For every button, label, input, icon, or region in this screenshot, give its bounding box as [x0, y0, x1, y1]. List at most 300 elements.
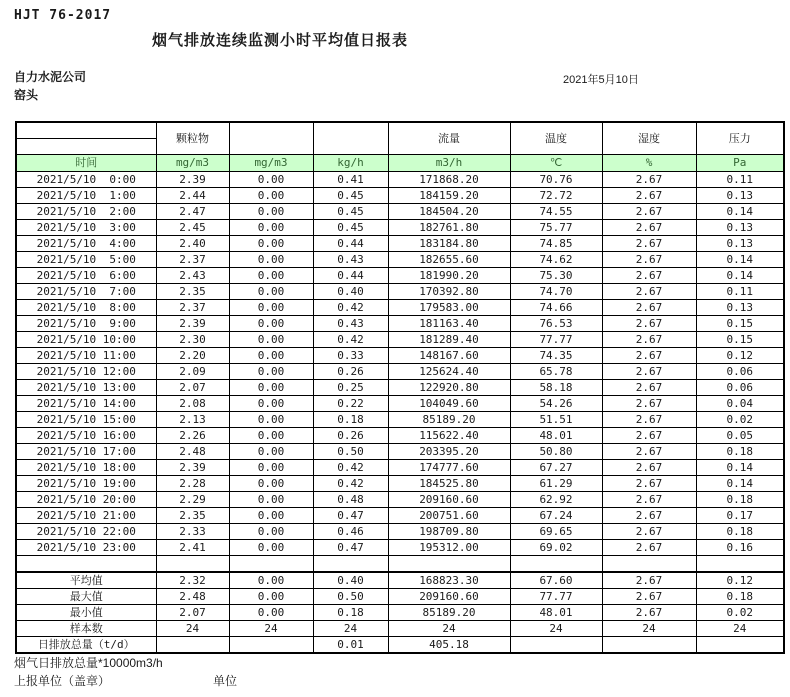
time-cell: 2021/5/10 8:00 [16, 300, 156, 316]
time-cell: 2021/5/10 2:00 [16, 204, 156, 220]
table-row [16, 332, 784, 348]
spacer-cell [388, 556, 510, 573]
summary-label-cell: 最小值 [16, 605, 156, 621]
value-cell: 0.00 [229, 460, 313, 476]
time-cell: 2021/5/10 6:00 [16, 268, 156, 284]
value-cell: 0.00 [229, 380, 313, 396]
table-row [16, 476, 784, 492]
value-cell: 0.13 [696, 188, 784, 204]
time-cell: 2021/5/10 1:00 [16, 188, 156, 204]
value-cell: 0.26 [313, 428, 388, 444]
time-cell: 2021/5/10 20:00 [16, 492, 156, 508]
value-cell: 182655.60 [388, 252, 510, 268]
unit-label: 单位 [213, 674, 238, 688]
header-row-top [16, 122, 784, 139]
time-cell: 2021/5/10 17:00 [16, 444, 156, 460]
value-cell: 0.11 [696, 284, 784, 300]
value-cell: 125624.40 [388, 364, 510, 380]
value-cell: 0.00 [229, 540, 313, 556]
table-row [16, 252, 784, 268]
summary-value-cell: 2.67 [602, 589, 696, 605]
spacer-cell [313, 556, 388, 573]
summary-value-cell: 2.32 [156, 572, 229, 589]
summary-value-cell: 2.48 [156, 589, 229, 605]
col-header-particulate: 颗粒物 [156, 122, 229, 155]
value-cell: 0.14 [696, 476, 784, 492]
table-row [16, 188, 784, 204]
col-header-humidity: 湿度 [602, 122, 696, 155]
value-cell: 2.28 [156, 476, 229, 492]
table-row [16, 220, 784, 236]
table-row [16, 348, 784, 364]
value-cell: 171868.20 [388, 172, 510, 188]
value-cell: 48.01 [510, 428, 602, 444]
value-cell: 0.18 [696, 524, 784, 540]
value-cell: 0.40 [313, 284, 388, 300]
value-cell: 0.13 [696, 236, 784, 252]
value-cell: 51.51 [510, 412, 602, 428]
value-cell: 2.07 [156, 380, 229, 396]
value-cell: 76.53 [510, 316, 602, 332]
value-cell: 74.85 [510, 236, 602, 252]
value-cell: 2.35 [156, 284, 229, 300]
value-cell: 0.00 [229, 444, 313, 460]
value-cell: 0.18 [696, 444, 784, 460]
value-cell: 0.00 [229, 316, 313, 332]
summary-row [16, 637, 784, 654]
time-cell: 2021/5/10 12:00 [16, 364, 156, 380]
table-row [16, 380, 784, 396]
summary-label-cell: 日排放总量（t/d） [16, 637, 156, 654]
value-cell: 74.35 [510, 348, 602, 364]
col-header-blank-1 [229, 122, 313, 155]
summary-value-cell: 24 [313, 621, 388, 637]
value-cell: 115622.40 [388, 428, 510, 444]
value-cell: 0.45 [313, 204, 388, 220]
summary-value-cell: 67.60 [510, 572, 602, 589]
summary-value-cell: 0.00 [229, 589, 313, 605]
table-row [16, 284, 784, 300]
value-cell: 0.00 [229, 492, 313, 508]
value-cell: 2.67 [602, 188, 696, 204]
summary-value-cell [602, 637, 696, 654]
value-cell: 0.13 [696, 300, 784, 316]
summary-label-cell: 最大值 [16, 589, 156, 605]
value-cell: 75.30 [510, 268, 602, 284]
total-emission-footnote: 烟气日排放总量*10000m3/h [14, 656, 163, 670]
value-cell: 70.76 [510, 172, 602, 188]
value-cell: 2.67 [602, 508, 696, 524]
unit-celsius: ℃ [510, 155, 602, 172]
summary-value-cell: 0.12 [696, 572, 784, 589]
summary-value-cell: 2.07 [156, 605, 229, 621]
time-cell: 2021/5/10 4:00 [16, 236, 156, 252]
summary-row [16, 605, 784, 621]
value-cell: 72.72 [510, 188, 602, 204]
table-header [16, 122, 784, 172]
value-cell: 181289.40 [388, 332, 510, 348]
value-cell: 2.67 [602, 428, 696, 444]
time-header-lower-cell [16, 139, 156, 155]
value-cell: 69.65 [510, 524, 602, 540]
value-cell: 2.67 [602, 172, 696, 188]
value-cell: 0.00 [229, 188, 313, 204]
value-cell: 2.67 [602, 300, 696, 316]
value-cell: 74.66 [510, 300, 602, 316]
value-cell: 184525.80 [388, 476, 510, 492]
value-cell: 54.26 [510, 396, 602, 412]
value-cell: 74.62 [510, 252, 602, 268]
time-column-label: 时间 [16, 155, 156, 172]
summary-value-cell: 85189.20 [388, 605, 510, 621]
value-cell: 0.16 [696, 540, 784, 556]
summary-rows [16, 572, 784, 653]
spacer-cell [16, 556, 156, 573]
emission-data-table [15, 121, 785, 654]
value-cell: 61.29 [510, 476, 602, 492]
value-cell: 2.67 [602, 236, 696, 252]
value-cell: 148167.60 [388, 348, 510, 364]
value-cell: 174777.60 [388, 460, 510, 476]
value-cell: 0.14 [696, 460, 784, 476]
value-cell: 2.29 [156, 492, 229, 508]
value-cell: 77.77 [510, 332, 602, 348]
value-cell: 2.67 [602, 284, 696, 300]
summary-value-cell: 2.67 [602, 572, 696, 589]
value-cell: 0.00 [229, 284, 313, 300]
summary-value-cell: 24 [696, 621, 784, 637]
units-row [16, 155, 784, 172]
unit-mg-m3-1: mg/m3 [156, 155, 229, 172]
table-row [16, 492, 784, 508]
value-cell: 0.14 [696, 252, 784, 268]
standard-code: HJT 76-2017 [14, 8, 112, 23]
time-cell: 2021/5/10 21:00 [16, 508, 156, 524]
summary-value-cell: 0.18 [696, 589, 784, 605]
value-cell: 2.67 [602, 380, 696, 396]
time-cell: 2021/5/10 11:00 [16, 348, 156, 364]
value-cell: 0.11 [696, 172, 784, 188]
value-cell: 184504.20 [388, 204, 510, 220]
value-cell: 0.44 [313, 268, 388, 284]
value-cell: 58.18 [510, 380, 602, 396]
value-cell: 0.14 [696, 204, 784, 220]
time-cell: 2021/5/10 22:00 [16, 524, 156, 540]
summary-value-cell: 0.01 [313, 637, 388, 654]
summary-row [16, 572, 784, 589]
summary-value-cell: 0.00 [229, 605, 313, 621]
value-cell: 62.92 [510, 492, 602, 508]
table-row [16, 364, 784, 380]
time-cell: 2021/5/10 0:00 [16, 172, 156, 188]
table-row [16, 236, 784, 252]
value-cell: 2.33 [156, 524, 229, 540]
value-cell: 2.30 [156, 332, 229, 348]
value-cell: 0.05 [696, 428, 784, 444]
table-row [16, 540, 784, 556]
value-cell: 0.00 [229, 252, 313, 268]
value-cell: 0.06 [696, 364, 784, 380]
col-header-temperature: 温度 [510, 122, 602, 155]
spacer-cell [156, 556, 229, 573]
value-cell: 2.67 [602, 204, 696, 220]
summary-value-cell: 48.01 [510, 605, 602, 621]
summary-row [16, 589, 784, 605]
table-row [16, 412, 784, 428]
page-title: 烟气排放连续监测小时平均值日报表 [152, 32, 409, 49]
summary-value-cell: 24 [229, 621, 313, 637]
value-cell: 0.06 [696, 380, 784, 396]
value-cell: 2.67 [602, 492, 696, 508]
value-cell: 0.12 [696, 348, 784, 364]
summary-value-cell [510, 637, 602, 654]
value-cell: 2.67 [602, 332, 696, 348]
value-cell: 0.43 [313, 252, 388, 268]
col-header-flow: 流量 [388, 122, 510, 155]
value-cell: 104049.60 [388, 396, 510, 412]
value-cell: 0.50 [313, 444, 388, 460]
value-cell: 0.25 [313, 380, 388, 396]
col-header-pressure: 压力 [696, 122, 784, 155]
value-cell: 2.39 [156, 172, 229, 188]
value-cell: 0.02 [696, 412, 784, 428]
spacer-cell [602, 556, 696, 573]
value-cell: 0.45 [313, 188, 388, 204]
value-cell: 170392.80 [388, 284, 510, 300]
value-cell: 2.40 [156, 236, 229, 252]
time-cell: 2021/5/10 16:00 [16, 428, 156, 444]
summary-value-cell [696, 637, 784, 654]
summary-value-cell: 24 [388, 621, 510, 637]
value-cell: 2.67 [602, 476, 696, 492]
time-cell: 2021/5/10 7:00 [16, 284, 156, 300]
value-cell: 122920.80 [388, 380, 510, 396]
value-cell: 2.08 [156, 396, 229, 412]
value-cell: 2.67 [602, 316, 696, 332]
value-cell: 65.78 [510, 364, 602, 380]
value-cell: 2.45 [156, 220, 229, 236]
value-cell: 0.43 [313, 316, 388, 332]
spacer-section [16, 556, 784, 573]
summary-value-cell: 0.40 [313, 572, 388, 589]
value-cell: 2.67 [602, 396, 696, 412]
time-cell: 2021/5/10 5:00 [16, 252, 156, 268]
summary-value-cell: 405.18 [388, 637, 510, 654]
table-row [16, 508, 784, 524]
value-cell: 2.43 [156, 268, 229, 284]
time-cell: 2021/5/10 10:00 [16, 332, 156, 348]
summary-value-cell [156, 637, 229, 654]
value-cell: 2.20 [156, 348, 229, 364]
value-cell: 2.26 [156, 428, 229, 444]
value-cell: 0.22 [313, 396, 388, 412]
value-cell: 203395.20 [388, 444, 510, 460]
value-cell: 0.13 [696, 220, 784, 236]
summary-label-cell: 样本数 [16, 621, 156, 637]
value-cell: 198709.80 [388, 524, 510, 540]
value-cell: 0.04 [696, 396, 784, 412]
value-cell: 0.26 [313, 364, 388, 380]
summary-value-cell: 77.77 [510, 589, 602, 605]
value-cell: 0.00 [229, 204, 313, 220]
table-row [16, 396, 784, 412]
value-cell: 2.67 [602, 268, 696, 284]
value-cell: 2.67 [602, 524, 696, 540]
value-cell: 0.44 [313, 236, 388, 252]
value-cell: 0.00 [229, 508, 313, 524]
col-header-blank-2 [313, 122, 388, 155]
summary-value-cell: 0.00 [229, 572, 313, 589]
unit-pa: Pa [696, 155, 784, 172]
value-cell: 2.35 [156, 508, 229, 524]
value-cell: 0.41 [313, 172, 388, 188]
value-cell: 2.41 [156, 540, 229, 556]
time-cell: 2021/5/10 18:00 [16, 460, 156, 476]
spacer-cell [510, 556, 602, 573]
value-cell: 2.67 [602, 252, 696, 268]
value-cell: 0.15 [696, 316, 784, 332]
value-cell: 179583.00 [388, 300, 510, 316]
value-cell: 0.46 [313, 524, 388, 540]
summary-value-cell: 168823.30 [388, 572, 510, 589]
value-cell: 2.13 [156, 412, 229, 428]
time-cell: 2021/5/10 15:00 [16, 412, 156, 428]
reporting-unit-label: 上报单位（盖章） [14, 674, 111, 688]
table-row [16, 300, 784, 316]
table-row [16, 428, 784, 444]
value-cell: 0.18 [313, 412, 388, 428]
table-row [16, 204, 784, 220]
value-cell: 2.67 [602, 348, 696, 364]
value-cell: 67.27 [510, 460, 602, 476]
summary-value-cell: 24 [156, 621, 229, 637]
table-row [16, 460, 784, 476]
value-cell: 0.33 [313, 348, 388, 364]
time-cell: 2021/5/10 23:00 [16, 540, 156, 556]
table-row [16, 444, 784, 460]
hourly-rows [16, 172, 784, 556]
company-name: 自力水泥公司 [14, 70, 87, 84]
table-row [16, 316, 784, 332]
time-cell: 2021/5/10 3:00 [16, 220, 156, 236]
value-cell: 2.39 [156, 316, 229, 332]
summary-value-cell: 209160.60 [388, 589, 510, 605]
value-cell: 2.47 [156, 204, 229, 220]
value-cell: 0.14 [696, 268, 784, 284]
value-cell: 0.17 [696, 508, 784, 524]
value-cell: 195312.00 [388, 540, 510, 556]
table-row [16, 172, 784, 188]
value-cell: 0.00 [229, 172, 313, 188]
monitoring-point: 窑头 [14, 88, 39, 102]
summary-value-cell: 0.18 [313, 605, 388, 621]
value-cell: 2.67 [602, 540, 696, 556]
value-cell: 182761.80 [388, 220, 510, 236]
table-row [16, 524, 784, 540]
value-cell: 181163.40 [388, 316, 510, 332]
value-cell: 69.02 [510, 540, 602, 556]
time-header-upper-cell [16, 122, 156, 139]
value-cell: 67.24 [510, 508, 602, 524]
summary-row [16, 621, 784, 637]
summary-label-cell: 平均值 [16, 572, 156, 589]
value-cell: 74.70 [510, 284, 602, 300]
spacer-cell [696, 556, 784, 573]
unit-kg-h: kg/h [313, 155, 388, 172]
value-cell: 0.18 [696, 492, 784, 508]
value-cell: 181990.20 [388, 268, 510, 284]
value-cell: 2.67 [602, 444, 696, 460]
value-cell: 0.47 [313, 508, 388, 524]
summary-value-cell: 0.02 [696, 605, 784, 621]
value-cell: 2.67 [602, 220, 696, 236]
summary-value-cell: 0.50 [313, 589, 388, 605]
value-cell: 209160.60 [388, 492, 510, 508]
value-cell: 74.55 [510, 204, 602, 220]
value-cell: 0.42 [313, 300, 388, 316]
value-cell: 50.80 [510, 444, 602, 460]
value-cell: 0.42 [313, 476, 388, 492]
value-cell: 85189.20 [388, 412, 510, 428]
value-cell: 0.15 [696, 332, 784, 348]
value-cell: 0.00 [229, 396, 313, 412]
value-cell: 2.67 [602, 364, 696, 380]
time-cell: 2021/5/10 14:00 [16, 396, 156, 412]
value-cell: 2.67 [602, 460, 696, 476]
time-cell: 2021/5/10 13:00 [16, 380, 156, 396]
value-cell: 0.00 [229, 220, 313, 236]
value-cell: 2.48 [156, 444, 229, 460]
value-cell: 0.00 [229, 364, 313, 380]
unit-mg-m3-2: mg/m3 [229, 155, 313, 172]
value-cell: 200751.60 [388, 508, 510, 524]
time-cell: 2021/5/10 9:00 [16, 316, 156, 332]
summary-value-cell: 24 [602, 621, 696, 637]
value-cell: 0.00 [229, 476, 313, 492]
summary-value-cell: 2.67 [602, 605, 696, 621]
value-cell: 2.09 [156, 364, 229, 380]
summary-value-cell [229, 637, 313, 654]
value-cell: 0.00 [229, 332, 313, 348]
report-date: 2021年5月10日 [563, 74, 639, 86]
value-cell: 184159.20 [388, 188, 510, 204]
value-cell: 75.77 [510, 220, 602, 236]
value-cell: 0.42 [313, 332, 388, 348]
value-cell: 2.44 [156, 188, 229, 204]
value-cell: 2.39 [156, 460, 229, 476]
value-cell: 0.00 [229, 268, 313, 284]
value-cell: 0.00 [229, 236, 313, 252]
unit-percent: % [602, 155, 696, 172]
value-cell: 0.00 [229, 524, 313, 540]
table-row [16, 268, 784, 284]
value-cell: 0.42 [313, 460, 388, 476]
summary-value-cell: 24 [510, 621, 602, 637]
spacer-row [16, 556, 784, 573]
value-cell: 0.00 [229, 348, 313, 364]
value-cell: 2.37 [156, 300, 229, 316]
value-cell: 0.48 [313, 492, 388, 508]
value-cell: 0.00 [229, 428, 313, 444]
spacer-cell [229, 556, 313, 573]
time-cell: 2021/5/10 19:00 [16, 476, 156, 492]
value-cell: 0.00 [229, 300, 313, 316]
value-cell: 0.00 [229, 412, 313, 428]
value-cell: 183184.80 [388, 236, 510, 252]
value-cell: 0.47 [313, 540, 388, 556]
value-cell: 2.67 [602, 412, 696, 428]
value-cell: 2.37 [156, 252, 229, 268]
